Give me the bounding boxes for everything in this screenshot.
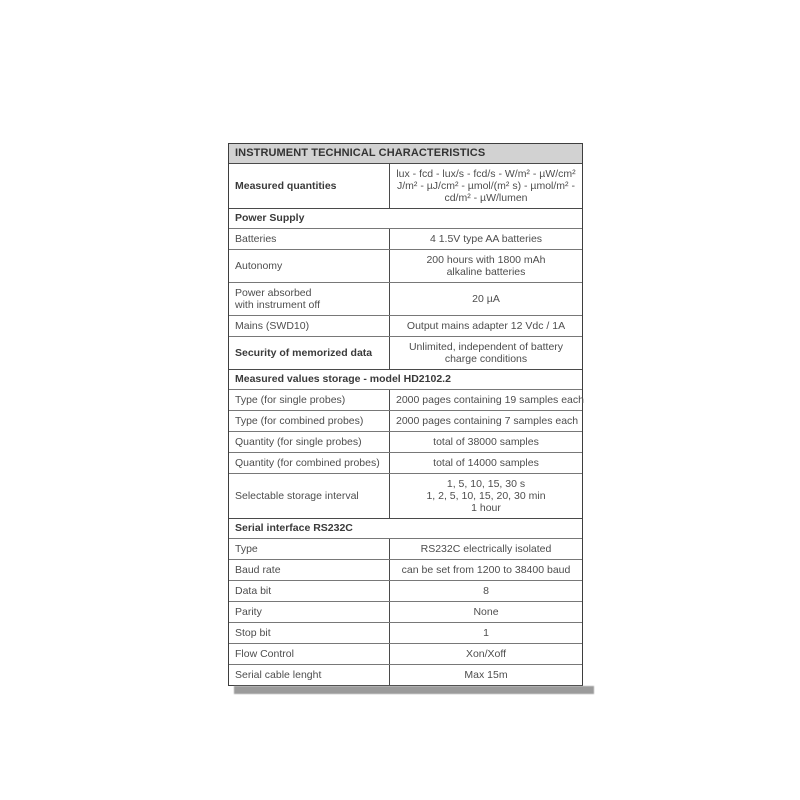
text-line: total of 14000 samples (433, 457, 539, 469)
text-line: Max 15m (464, 669, 508, 681)
text-line: 1 hour (471, 502, 501, 514)
text-line: Output mains adapter 12 Vdc / 1A (406, 320, 566, 332)
row-label (229, 539, 390, 559)
row-value (390, 623, 582, 643)
text-line: charge conditions (444, 353, 528, 365)
text-line: 1, 5, 10, 15, 30 s (446, 478, 526, 490)
text-line: Mains (SWD10) (235, 320, 310, 332)
text-line: 2000 pages containing 19 samples each (396, 394, 584, 406)
section-label (229, 209, 582, 228)
table-row (229, 580, 582, 601)
row-label (229, 337, 390, 369)
row-label (229, 665, 390, 685)
table-row (229, 431, 582, 452)
section-row (229, 369, 582, 389)
row-label (229, 390, 390, 410)
table-row (229, 452, 582, 473)
text-line: Stop bit (235, 627, 271, 639)
text-line: total of 38000 samples (433, 436, 539, 448)
row-label (229, 644, 390, 664)
row-value (390, 390, 590, 410)
row-label (229, 164, 390, 208)
section-row (229, 518, 582, 538)
text-line: 2000 pages containing 7 samples each (396, 415, 579, 427)
text-line: Serial interface RS232C (235, 522, 353, 534)
text-line: Power Supply (235, 212, 305, 224)
row-label (229, 453, 390, 473)
text-line: Measured values storage - model HD2102.2 (235, 373, 451, 385)
row-value (390, 411, 584, 431)
row-label (229, 432, 390, 452)
row-label (229, 560, 390, 580)
table-row (229, 538, 582, 559)
table-row (229, 282, 582, 315)
table-row (229, 601, 582, 622)
row-value (390, 250, 582, 282)
text-line: Type (for combined probes) (235, 415, 364, 427)
row-label (229, 602, 390, 622)
text-line: Quantity (for single probes) (235, 436, 362, 448)
section-label (229, 519, 582, 538)
text-line: Serial cable lenght (235, 669, 322, 681)
text-line: Selectable storage interval (235, 490, 359, 502)
text-line: Xon/Xoff (465, 648, 507, 660)
row-value (390, 602, 582, 622)
text-line: Baud rate (235, 564, 281, 576)
technical-characteristics-table (228, 143, 583, 686)
text-line: 8 (483, 585, 489, 597)
table-row (229, 228, 582, 249)
text-line: Type (235, 543, 258, 555)
text-line: 200 hours with 1800 mAh (426, 254, 546, 266)
row-value (390, 474, 582, 518)
text-line: alkaline batteries (446, 266, 526, 278)
text-line: 1, 2, 5, 10, 15, 20, 30 min (426, 490, 546, 502)
text-line: J/m² - µJ/cm² - µmol/(m² s) - µmol/m² - (397, 180, 575, 192)
text-line: Power absorbed (235, 287, 312, 299)
text-line: Flow Control (235, 648, 294, 660)
text-line: can be set from 1200 to 38400 baud (401, 564, 571, 576)
table-row (229, 622, 582, 643)
section-label (229, 370, 582, 389)
text-line: 1 (483, 627, 489, 639)
text-line: Security of memorized data (235, 347, 373, 359)
table-row (229, 643, 582, 664)
row-label (229, 316, 390, 336)
row-label (229, 474, 390, 518)
text-line: Quantity (for combined probes) (235, 457, 380, 469)
row-label (229, 623, 390, 643)
text-line: Unlimited, independent of battery (408, 341, 564, 353)
table-row (229, 389, 582, 410)
table-row (229, 559, 582, 580)
row-label (229, 581, 390, 601)
text-line: Measured quantities (235, 180, 337, 192)
row-label (229, 229, 390, 249)
text-line: with instrument off (235, 299, 321, 311)
row-value (390, 316, 582, 336)
table-row (229, 249, 582, 282)
row-value (390, 229, 582, 249)
row-value (390, 164, 582, 208)
text-line: Batteries (235, 233, 277, 245)
text-line: 4 1.5V type AA batteries (429, 233, 543, 245)
section-row (229, 208, 582, 228)
row-value (390, 337, 582, 369)
text-line: Type (for single probes) (235, 394, 346, 406)
table-row (229, 473, 582, 518)
row-label (229, 283, 390, 315)
row-value (390, 581, 582, 601)
text-line: Data bit (235, 585, 272, 597)
row-label (229, 411, 390, 431)
row-value (390, 560, 582, 580)
table-row (229, 164, 582, 208)
table-row (229, 336, 582, 369)
text-line: RS232C electrically isolated (420, 543, 552, 555)
row-value (390, 283, 582, 315)
text-line: lux - fcd - lux/s - fcd/s - W/m² - µW/cm² (396, 168, 576, 180)
text-line: Parity (235, 606, 262, 618)
text-line: cd/m² - µW/lumen (444, 192, 528, 204)
row-value (390, 453, 582, 473)
row-label (229, 250, 390, 282)
row-value (390, 665, 582, 685)
text-line: None (473, 606, 499, 618)
table-row (229, 664, 582, 685)
text-line: Autonomy (235, 260, 283, 272)
table-shadow (234, 686, 594, 694)
row-value (390, 539, 582, 559)
table-title: INSTRUMENT TECHNICAL CHARACTERISTICS (229, 144, 582, 164)
text-line: 20 µA (472, 293, 500, 305)
table-body (229, 164, 582, 685)
row-value (390, 432, 582, 452)
table-row (229, 410, 582, 431)
row-value (390, 644, 582, 664)
table-row (229, 315, 582, 336)
